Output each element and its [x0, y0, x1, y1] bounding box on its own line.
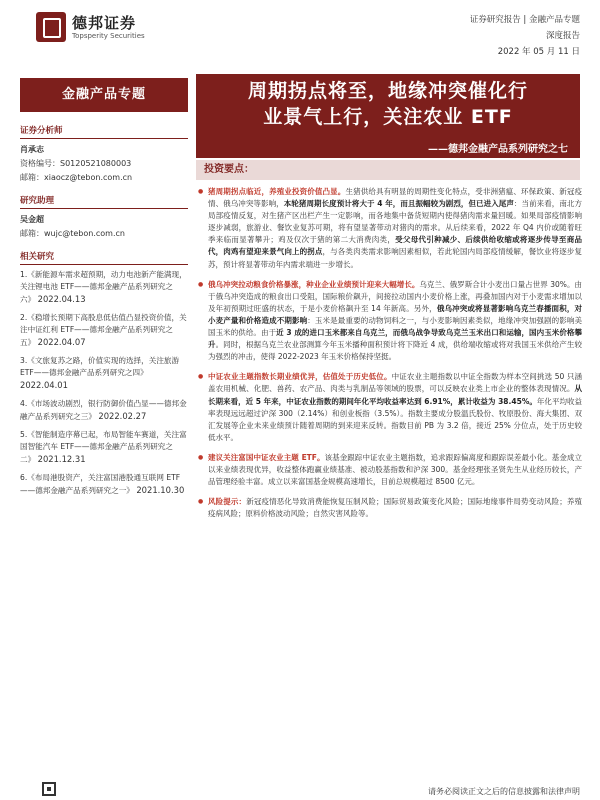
cert-number: S0120521080003 — [60, 159, 132, 168]
related-item-date: 2022.04.07 — [37, 337, 86, 347]
related-item-date: 2021.12.31 — [37, 454, 86, 464]
sidebar-banner: 金融产品专题 — [20, 78, 188, 112]
report-meta — [470, 12, 580, 60]
investment-highlights-heading: 投资要点： — [196, 160, 580, 180]
highlight-paragraph: ● 俄乌冲突拉动粮食价格暴涨，种业企业业绩预计迎来大幅增长。乌克兰、俄罗斯合计小麦出口量占世界 30%。由于俄乌冲突造成的粮食出口受阻，国际粮价飙升，间接拉动国内小麦价格上涨，再叠加国内对于小麦需求增加以及年初预期过旺盛的状态，于是小麦价格飙升至 14 年新高。另外，俄乌冲突或将显著影响乌克兰春播面积，对小麦产量和价格造成不期影响：玉米是最重要的动物饲料之一，与小麦影响因素类似，地缘冲突加强剧的影响美国玉米的供给。由于近 3 成的进口玉米都来自乌克兰，而俄乌战争导致乌克兰玉米出口和运输，国内玉米价格攀升。同时，根据乌克兰农业部测算今年玉米播种面积预计将下降近 4 成，供给端收缩或将对我国玉米供给产生较为强烈的冲击，使得 2022-2023 年玉米价格保持坚挺。 — [198, 279, 582, 364]
related-item: 6.《布局港股资产，关注富国港股通互联网 ETF——德邦金融产品系列研究之一》 2021.10.30 — [20, 473, 185, 495]
report-date: 2022 年 05 月 11 日 — [497, 47, 580, 57]
report-subtitle: ——德邦金融产品系列研究之七 — [428, 144, 568, 155]
highlight-paragraph: ● 风险提示：新冠疫情恶化导致消费能恢复压制风险；国际贸易政策变化风险；国际地缘事件局势变动风险；养殖疫病风险；原料价格波动风险；自然灾害风险等。 — [198, 496, 582, 520]
analyst-title: 证券分析师 — [20, 124, 188, 139]
footer-disclaimer: 请务必阅读正文之后的信息披露和法律声明 — [428, 787, 580, 796]
assistant-name: 吴金超 — [20, 215, 44, 224]
email-label: 邮箱： — [20, 229, 44, 238]
related-item-date: 2021.10.30 — [136, 485, 185, 495]
highlight-lead: 风险提示： — [208, 497, 247, 507]
analyst-name: 肖承志 — [20, 145, 44, 154]
related-item: 1.《新能源车需求超预期，动力电池新产能满现，关注锂电池 ETF——德邦金融产品系列研究之六》 2022.04.13 — [20, 270, 187, 304]
highlight-lead: 俄乌冲突拉动粮食价格暴涨，种业企业业绩预计迎来大幅增长。 — [208, 279, 420, 289]
email-label: 邮箱： — [20, 173, 44, 182]
related-item-date: 2022.04.13 — [37, 294, 86, 304]
brand-name: 德邦证券 — [72, 14, 137, 32]
highlight-paragraph: ● 猪周期拐点临近，养殖业投资价值凸显。生猪供给具有明显的周期性变化特点，受非洲猪瘟、环保政策、新冠疫情、俄乌冲突等影响，本轮猪周期长度预计将大于 4 年，而且振幅较为剧烈，但已进入尾声：当前来看，南北方局部疫情反复，对生猪产区出栏产生一定影响，而各地集中备货短期内使得猪肉需求量回暖。如果局部疫情影响逐步减弱，旅游业、餐饮业复苏可期，将有望显著带动对猪肉的需求。从后续来看，2022 年 Q4 内价或随着旺季来临而显著攀升；鸡及仅次于猪的第二大消费肉类，受父母代引种减少、后续供给收缩或将逐步传导至商品代，肉鸡有望迎来景气向上的拐点，与各类肉类需求影响因素相似，若此轮国内局部疫情缓解，餐饮业将逐步复苏，预计将显著带动年内需求端进一步增长。 — [198, 186, 582, 271]
assistant-email: wujc@tebon.com.cn — [44, 229, 125, 238]
related-item: 3.《文旅复苏之路，价值实现的选择，关注旅游 ETF——德邦金融产品系列研究之四》 2022.04.01 — [20, 356, 180, 390]
highlight-lead: 猪周期拐点临近，养殖业投资价值凸显。 — [208, 187, 346, 196]
assistant-section — [20, 194, 188, 241]
related-item-date: 2022.04.01 — [20, 380, 68, 390]
report-type: 证券研究报告 | 金融产品专题 — [469, 15, 580, 25]
highlight-lead: 中证农业主题指数长期业绩优异，估值处于历史低位。 — [208, 372, 392, 382]
brand-name-english: Topsperity Securities — [72, 32, 145, 40]
related-item: 4.《市场波动剧烈，银行防御价值凸显——德邦金融产品系列研究之三》 2022.02.27 — [20, 399, 187, 421]
analyst-email: xiaocz@tebon.com.cn — [44, 173, 133, 182]
report-title-line2: 业景气上行，关注农业 ETF — [263, 106, 513, 128]
report-title-block — [196, 74, 580, 158]
report-title-line1: 周期拐点将至，地缘冲突催化行 — [247, 80, 528, 102]
related-title: 相关研究 — [20, 250, 188, 265]
related-item-date: 2022.02.27 — [98, 411, 147, 421]
highlight-lead: 建议关注富国中证农业主题 ETF。 — [208, 452, 325, 462]
investment-highlights — [198, 186, 582, 528]
qr-code-icon — [42, 782, 56, 796]
report-depth: 深度报告 — [545, 31, 580, 41]
analyst-section — [20, 124, 188, 185]
related-item: 5.《智能制造序幕已起，布局智能车赛道，关注富国智能汽车 ETF——德邦金融产品系列研究之二》 2021.12.31 — [20, 430, 187, 464]
related-item: 2.《稳增长预期下高股息低估值凸显投资价值，关注中证红利 ETF——德邦金融产品系列研究之五》 2022.04.07 — [20, 313, 187, 347]
cert-label: 资格编号： — [20, 159, 60, 168]
brand-logo-icon — [36, 12, 66, 42]
highlight-paragraph: ● 建议关注富国中证农业主题 ETF。该基金跟踪中证农业主题指数，追求跟踪偏离度和跟踪误差最小化。基金成立以来业绩表现优异，收益整体跑赢业绩基准、被动股基指数和沪深 300。基金经理张圣贤先生从业经历较长，产品管理经验丰富。成立以来富国基金规模高速增长，目前总规模超过 8500 亿元。 — [198, 452, 582, 488]
highlight-paragraph: ● 中证农业主题指数长期业绩优异，估值处于历史低位。中证农业主题指数以中证全指数为样本空间挑选 50 只涵盖农用机械、化肥、兽药、农产品、肉类与乳制品等领域的股票，可以反映农业类上市企业的整体表现情况。从长期来看，近 5 年来，中证农业指数的期间年化平均收益率达到 6.91%，累计收益为 38.45%。年化平均收益率表现远远超过沪深 300（2.14%）和创业板指（3.5%）。指数主要成分股温氏股份、牧原股份、海大集团、双汇发展等企业未来业绩预计随着周期的到来迎来反转。指数目前 PB 为 3.2 倍，接近 25% 分位点，处于历史较低水平。 — [198, 371, 582, 444]
related-research-section — [20, 250, 188, 503]
assistant-title: 研究助理 — [20, 194, 188, 209]
